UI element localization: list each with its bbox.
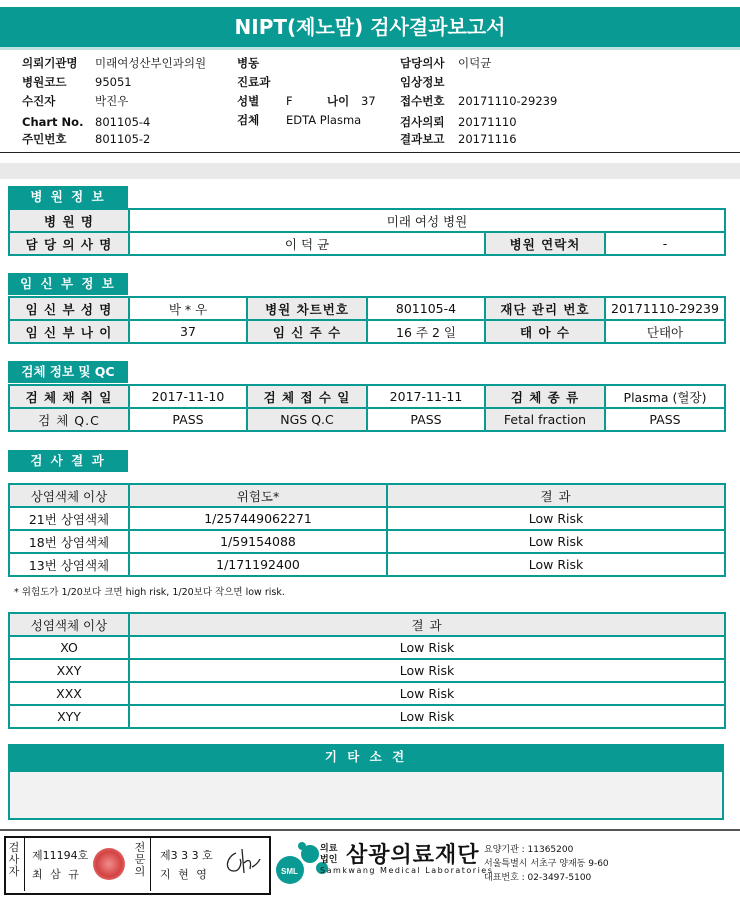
org-prefix-bottom: 법인 (320, 855, 338, 865)
receive-date-value: 2017-11-11 (367, 385, 485, 408)
specimen-table (8, 384, 726, 432)
specimen-label: 검체 (237, 113, 260, 127)
dept-label: 진료과 (237, 75, 271, 89)
fetal-fraction-label: Fetal fraction (485, 408, 605, 431)
col-header-sex-chrom: 성염색체 이상 (9, 613, 129, 636)
receive-date-label: 검 체 접 수 일 (247, 385, 367, 408)
meta-row (22, 55, 78, 71)
col-header-result: 결 과 (387, 484, 725, 507)
risk-footnote: * 위험도가 1/20보다 크면 high risk, 1/20보다 작으면 low risk. (14, 587, 285, 598)
collect-date-value: 2017-11-10 (129, 385, 247, 408)
pregnant-age-label: 임 신 부 나 이 (9, 320, 129, 343)
table-row (9, 682, 725, 705)
table-header-row (9, 484, 725, 507)
meta-value: 801105-2 (95, 132, 151, 146)
chrom-name: 13번 상염색체 (9, 553, 129, 576)
result-value: Low Risk (387, 530, 725, 553)
meta-value: 박진우 (95, 94, 129, 108)
meta-label: Chart No. (22, 115, 84, 129)
result-value: Low Risk (129, 682, 725, 705)
pregnant-name-value: 박 * 우 (129, 297, 247, 320)
result-value: Low Risk (129, 705, 725, 728)
meta-value: 20171110 (458, 115, 517, 129)
fetus-label: 태 아 수 (485, 320, 605, 343)
chrom-name: 21번 상염색체 (9, 507, 129, 530)
meta-value: 95051 (95, 75, 132, 89)
sex-value: F (286, 94, 293, 108)
autosome-table (8, 483, 726, 577)
examiner-name: 최 삼 규 (32, 868, 81, 881)
mgmt-no-value: 20171110-29239 (605, 297, 725, 320)
table-row (9, 297, 725, 320)
ward-label: 병동 (237, 56, 260, 70)
meta-row (22, 74, 66, 90)
table-row (9, 553, 725, 576)
sex-chrom-name: XXX (9, 682, 129, 705)
title-underline (0, 47, 740, 50)
meta-label: 의뢰기관명 (22, 56, 78, 70)
result-value: Low Risk (129, 636, 725, 659)
meta-label: 결과보고 (400, 132, 445, 146)
org-name: 삼광의료재단 (346, 843, 480, 868)
ngs-qc-value: PASS (367, 408, 485, 431)
meta-row (22, 131, 66, 147)
section-specimen: 검체 정보 및 QC (8, 361, 128, 383)
sex-chrom-name: XO (9, 636, 129, 659)
institution-code: 요양기관 : 11365200 (484, 845, 574, 855)
divider (24, 838, 25, 891)
meta-row (22, 93, 55, 109)
col-header-risk: 위험도* (129, 484, 387, 507)
specimen-qc-value: PASS (129, 408, 247, 431)
meta-label: 수진자 (22, 94, 56, 108)
chrom-name: 18번 상염색체 (9, 530, 129, 553)
table-row (9, 320, 725, 343)
ngs-qc-label: NGS Q.C (247, 408, 367, 431)
meta-row (22, 114, 83, 130)
seal-stamp (93, 848, 125, 880)
sex-chrom-table (8, 612, 726, 729)
section-results: 검 사 결 과 (8, 450, 128, 472)
org-english-name: Samkwang Medical Laboratories (320, 866, 494, 875)
risk-value: 1/257449062271 (129, 507, 387, 530)
examiner-vertical-label: 검사자 (8, 841, 20, 878)
table-row (9, 636, 725, 659)
footer-divider (0, 829, 740, 831)
sex-label: 성별 (237, 94, 260, 108)
collect-date-label: 검 체 채 취 일 (9, 385, 129, 408)
gray-band (0, 163, 740, 179)
specimen-type-value: Plasma (혈장) (605, 385, 725, 408)
meta-value: 801105-4 (95, 115, 151, 129)
table-row (9, 507, 725, 530)
meta-value: 미래여성산부인과의원 (95, 56, 207, 70)
weeks-label: 임 신 주 수 (247, 320, 367, 343)
examiner-license: 제11194호 (32, 849, 89, 862)
chart-no-value: 801105-4 (367, 297, 485, 320)
specialist-name: 지 현 영 (160, 868, 209, 881)
hospital-name-value: 미래 여성 병원 (129, 209, 725, 232)
section-hospital: 병 원 정 보 (8, 186, 128, 208)
table-row (9, 705, 725, 728)
specialist-vertical-label: 전문의 (134, 841, 146, 878)
phone: 대표번호 : 02-3497-5100 (484, 873, 592, 883)
specialist-license: 제3 3 3 호 (160, 849, 213, 862)
hospital-name-label: 병 원 명 (9, 209, 129, 232)
logo-text: SML (281, 867, 298, 876)
specimen-type-label: 검 체 종 류 (485, 385, 605, 408)
divider (0, 152, 740, 153)
section-other-findings: 기 타 소 견 (8, 744, 724, 770)
result-value: Low Risk (129, 659, 725, 682)
risk-value: 1/59154088 (129, 530, 387, 553)
col-header-autosome: 상염색체 이상 (9, 484, 129, 507)
table-row (9, 385, 725, 408)
signature-icon (222, 845, 262, 879)
meta-label: 임상정보 (400, 75, 445, 89)
report-title: NIPT(제노맘) 검사결과보고서 (0, 7, 740, 47)
chart-no-label: 병원 차트번호 (247, 297, 367, 320)
pregnant-name-label: 임 신 부 성 명 (9, 297, 129, 320)
specimen-qc-label: 검 체 Q.C (9, 408, 129, 431)
fetal-fraction-value: PASS (605, 408, 725, 431)
other-findings-body (8, 770, 724, 820)
table-row (9, 209, 725, 232)
age-value: 37 (361, 94, 376, 108)
weeks-value: 16 주 2 일 (367, 320, 485, 343)
table-row (9, 408, 725, 431)
col-header-result: 결 과 (129, 613, 725, 636)
doctor-label: 담 당 의 사 명 (9, 232, 129, 255)
result-value: Low Risk (387, 507, 725, 530)
table-header-row (9, 613, 725, 636)
meta-value: 이덕균 (458, 56, 492, 70)
divider (150, 838, 151, 891)
contact-label: 병원 연락처 (485, 232, 605, 255)
fetus-value: 단태아 (605, 320, 725, 343)
address: 서울특별시 서초구 양재동 9-60 (484, 859, 609, 869)
meta-label: 주민번호 (22, 132, 67, 146)
sex-chrom-name: XXY (9, 659, 129, 682)
meta-label: 접수번호 (400, 94, 445, 108)
specimen-value: EDTA Plasma (286, 113, 362, 127)
table-row (9, 232, 725, 255)
meta-value: 20171116 (458, 132, 517, 146)
contact-value: - (605, 232, 725, 255)
table-row (9, 530, 725, 553)
table-row (9, 659, 725, 682)
hospital-table (8, 208, 726, 256)
doctor-value: 이 덕 균 (129, 232, 485, 255)
meta-label: 담당의사 (400, 56, 445, 70)
pregnant-age-value: 37 (129, 320, 247, 343)
result-value: Low Risk (387, 553, 725, 576)
section-pregnant: 임 신 부 정 보 (8, 273, 128, 295)
meta-label: 검사의뢰 (400, 115, 445, 129)
sex-chrom-name: XYY (9, 705, 129, 728)
mgmt-no-label: 재단 관리 번호 (485, 297, 605, 320)
org-prefix-top: 의료 (320, 844, 338, 854)
risk-value: 1/171192400 (129, 553, 387, 576)
age-label: 나이 (327, 94, 350, 108)
pregnant-table (8, 296, 726, 344)
meta-value: 20171110-29239 (458, 94, 558, 108)
meta-label: 병원코드 (22, 75, 67, 89)
